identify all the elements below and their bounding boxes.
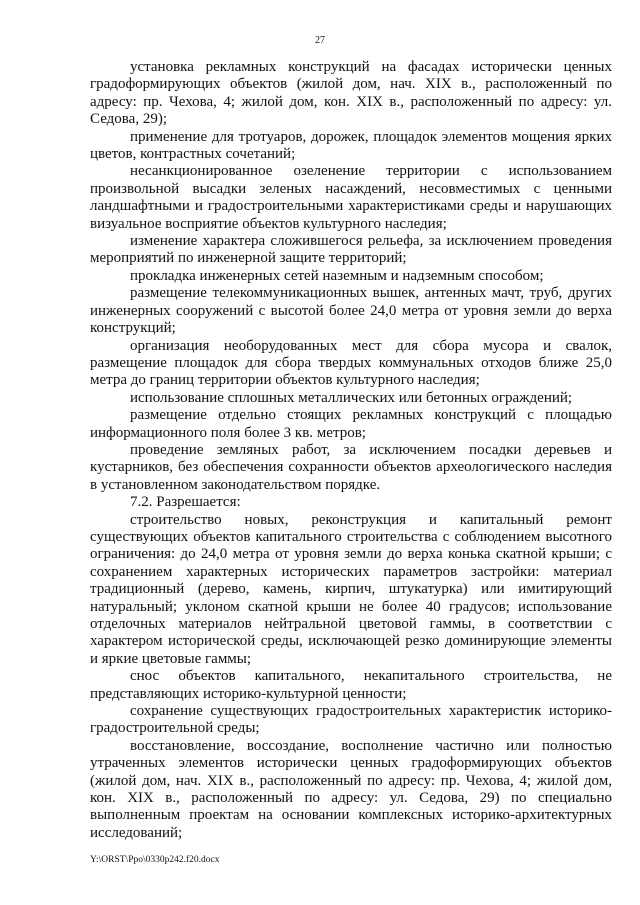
footer-file-path: Y:\ORST\Ppo\0330p242.f20.docx xyxy=(90,855,220,865)
paragraph: прокладка инженерных сетей наземным и надземным способом; xyxy=(130,267,544,284)
paragraph: сохранение существующих градостроительных характеристик историко-градостроительной среды; xyxy=(90,703,612,737)
page-number: 27 xyxy=(315,35,325,46)
paragraph: несанкционированное озеленение территории с использованием произвольной высадки зеленых насаждений, несовместимых с ценными ландшафтными и градостроительными характеристиками среды и нарушающих визуальное восприятие объектов культурного наследия; xyxy=(90,163,612,232)
paragraph: восстановление, воссоздание, восполнение частично или полностью утраченных элементов исторически ценных градоформирующих объектов (жилой дом, нач. XIX в., расположенный по адресу: пр. Чехова, 4; жилой дом, кон. XIX в., расположенный по адресу: ул. Седова, 29) по специально выполненным проектам на основании комплексных историко-архитектурных исследований; xyxy=(90,737,612,841)
paragraph: снос объектов капитального, некапитального строительства, не представляющих историко-культурной ценности; xyxy=(90,668,612,702)
paragraph: изменение характера сложившегося рельефа, за исключением проведения мероприятий по инженерной защите территорий; xyxy=(90,233,612,267)
paragraph: применение для тротуаров, дорожек, площадок элементов мощения ярких цветов, контрастных сочетаний; xyxy=(90,128,612,163)
paragraph: строительство новых, реконструкция и капитальный ремонт существующих объектов капитального строительства с соблюдением высотного ограничения: до 24,0 метра от уровня земли до верха конька скатной крыши; с сохранением характерных исторических параметров застройки: материал традиционный (дерево, камень, кирпич, штукатурка) или имитирующий натуральный; уклоном скатной крыши не более 40 градусов; использование отделочных материалов нейтральной цветовой гаммы, в соответствии с характером исторической среды, исключающей резко доминирующие элементы и яркие цветовые гаммы; xyxy=(90,511,612,667)
paragraph: размещение телекоммуникационных вышек, антенных мачт, труб, других инженерных сооружений с высотой более 24,0 метра от уровня земли до верха конструкций; xyxy=(90,285,612,337)
paragraph: организация необорудованных мест для сбора мусора и свалок, размещение площадок для сбора твердых коммунальных отходов ближе 25,0 метра до границ территории объектов культурного наследия; xyxy=(90,337,612,389)
document-body xyxy=(90,59,612,842)
paragraph: проведение земляных работ, за исключением посадки деревьев и кустарников, без обеспечения сохранности объектов археологического наследия в установленном законодательством порядке. xyxy=(90,441,612,493)
paragraph: использование сплошных металлических или бетонных ограждений; xyxy=(130,389,573,406)
section-heading: 7.2. Разрешается: xyxy=(130,494,241,511)
paragraph: установка рекламных конструкций на фасадах исторически ценных градоформирующих объектов (жилой дом, нач. XIX в., расположенный по адресу: пр. Чехова, 4; жилой дом, кон. XIX в., расположенный по адресу: ул. Седова, 29); xyxy=(90,59,612,128)
paragraph: размещение отдельно стоящих рекламных конструкций с площадью информационного поля более 3 кв. метров; xyxy=(90,407,612,441)
